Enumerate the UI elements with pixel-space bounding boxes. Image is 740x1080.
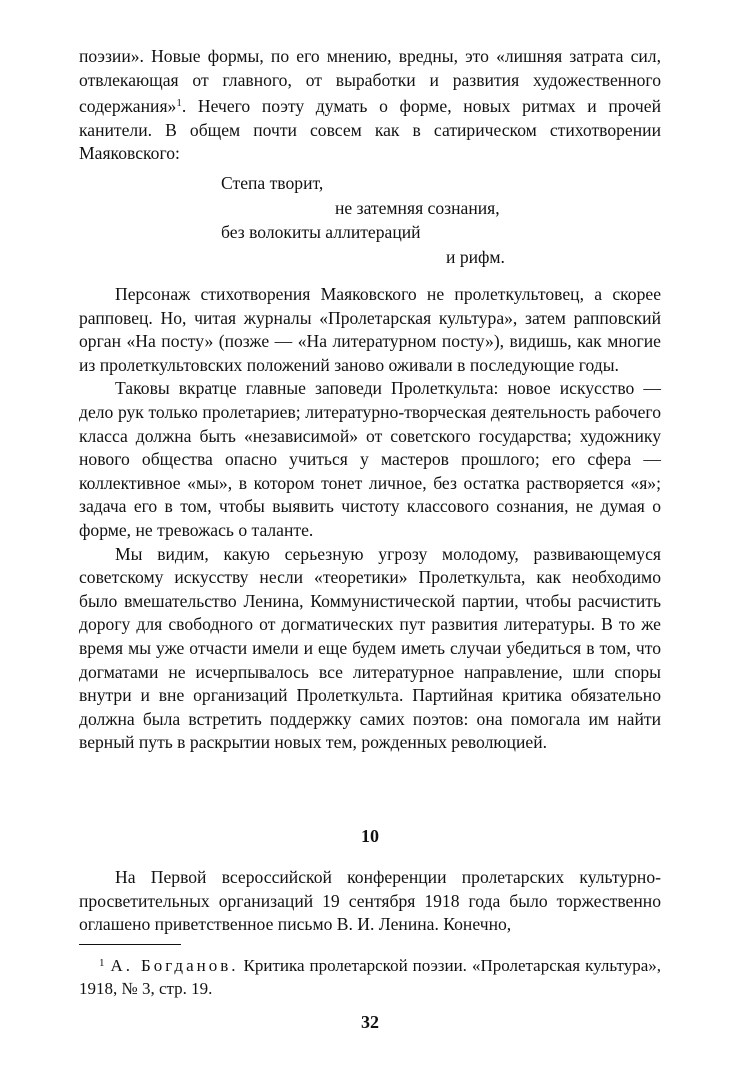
section-paragraph-block <box>79 866 661 937</box>
poem-line <box>79 245 661 270</box>
poem-line-text: Степа творит, <box>221 173 324 193</box>
paragraph: Таковы вкратце главные заповеди Пролеткульта: новое искусство — дело рук только пролетариев; литературно-творческая деятельность рабочего класса должна быть «независимой» от советского государства; художнику нового общества опасно учиться у мастеров прошлого; его сфера — коллективное «мы», в котором тонет личное, без остатка растворяется «я»; задача его в том, чтобы выявить чистоту классового сознания, не думая о форме, не тревожась о таланте. <box>79 378 661 540</box>
poem-line <box>79 171 661 196</box>
footnote <box>79 952 661 1000</box>
footnote-divider <box>79 944 181 945</box>
paragraph <box>79 45 661 166</box>
poem-quote <box>79 171 661 269</box>
poem-line <box>79 196 661 221</box>
poem-line-text: не затемняя сознания, <box>335 197 500 218</box>
main-paragraph-block <box>79 283 661 755</box>
footnote-author: А. Богданов. <box>110 956 239 975</box>
section-number: 10 <box>361 826 379 846</box>
paragraph-text: поэзии». Новые формы, по его мнению, вредны, это «лишняя затрата сил, отвлекающая от главного, от выработки и развития художественного содержания» <box>79 46 661 117</box>
footnote-reference: 1 <box>176 97 182 110</box>
poem-line <box>79 220 661 245</box>
paragraph: Персонаж стихотворения Маяковского не пролеткультовец, а скорее рапповец. Но, читая журналы «Пролетарская культура», затем рапповский орган «На посту» (позже — «На литературном посту»), видишь, как многие из пролеткультовских положений заново оживали в последующие годы. <box>79 284 661 375</box>
page-number: 32 <box>361 1012 379 1032</box>
opening-paragraph-block <box>79 45 661 166</box>
poem-line-text: без волокиты аллитераций <box>221 222 421 242</box>
paragraph: На Первой всероссийской конференции пролетарских культурно-просветительных организаций 19 сентября 1918 года было торжественно оглашено приветственное письмо В. И. Ленина. Конечно, <box>79 867 661 935</box>
footnote-marker: 1 <box>99 957 105 969</box>
footnote-text: Критика пролетарской поэзии. «Пролетарская культура», 1918, № 3, стр. 19. <box>79 956 661 998</box>
paragraph-text-continued: . Нечего поэту думать о форме, новых ритмах и прочей канители. В общем почти совсем как в сатирическом стихотворении Маяковского: <box>79 96 661 164</box>
poem-line-text: и рифм. <box>446 246 505 267</box>
paragraph: Мы видим, какую серьезную угрозу молодому, развивающемуся советскому искусству несли «теоретики» Пролеткульта, как необходимо было вмешательство Ленина, Коммунистической партии, чтобы расчистить дорогу для свободного от догматических пут развития литературы. В то же время мы уже отчасти имели и еще будем иметь случаи убедиться в том, что догматами не исчерпывалось все литературное направление, шли споры внутри и вне организаций Пролеткульта. Партийная критика обязательно должна была встретить поддержку самих поэтов: она помогала им найти верный путь в раскрытии новых тем, рожденных революцией. <box>79 543 661 753</box>
